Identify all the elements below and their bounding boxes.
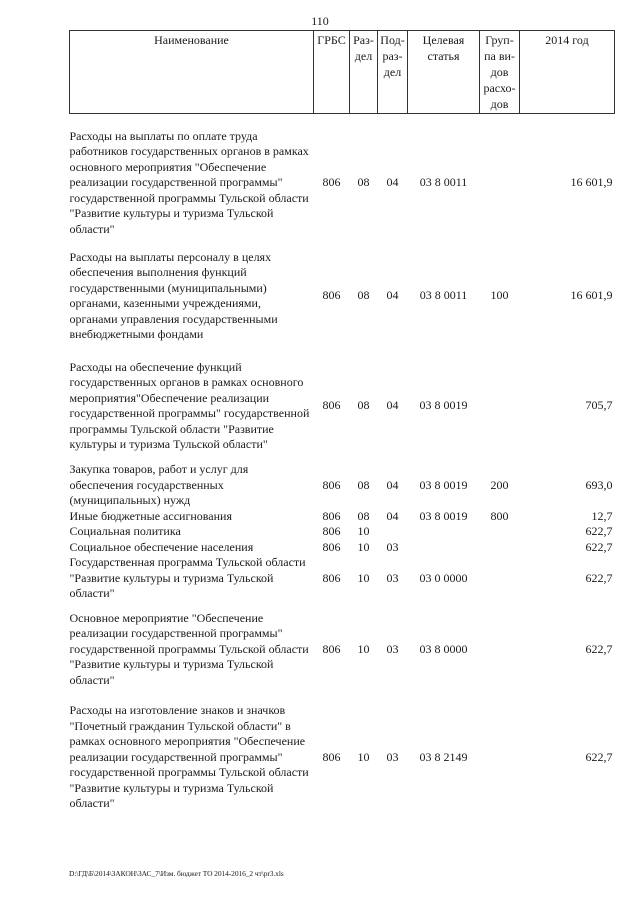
row-razdel: 08 [357, 508, 370, 523]
row-podrazdel: 04 [386, 477, 399, 492]
row-amount: 705,7 [585, 398, 613, 413]
row-razdel: 10 [357, 749, 370, 764]
row-grbs: 806 [322, 398, 341, 413]
row-amount: 16 601,9 [570, 288, 613, 303]
row-grbs: 806 [322, 524, 341, 538]
row-group: 800 [490, 508, 509, 523]
row-amount: 622,7 [585, 539, 613, 554]
row-razdel: 08 [357, 398, 370, 413]
header-podrazdel: Под- раз- дел [378, 31, 408, 114]
row-razdel: 10 [357, 570, 370, 585]
row-group [480, 555, 520, 602]
row-target: 03 0 0000 [419, 570, 468, 585]
row-target [408, 524, 480, 540]
header-group: Груп- па ви- дов расхо- дов [480, 31, 520, 114]
header-year: 2014 год [520, 31, 615, 114]
header-razdel: Раз- дел [350, 31, 378, 114]
row-group [480, 124, 520, 242]
row-podrazdel [378, 524, 408, 540]
row-grbs: 806 [322, 477, 341, 492]
row-razdel: 10 [357, 524, 370, 538]
row-target: 03 8 0011 [419, 288, 468, 303]
row-razdel: 08 [357, 477, 370, 492]
row-group [480, 698, 520, 818]
table-row [70, 462, 615, 509]
row-podrazdel: 04 [386, 175, 399, 190]
row-amount: 12,7 [591, 508, 613, 523]
row-group: 100 [490, 288, 509, 303]
row-name: Социальное обеспечение населения [69, 539, 254, 554]
page-number: 110 [311, 14, 329, 28]
table-row [70, 124, 615, 242]
row-amount: 622,7 [585, 641, 613, 656]
row-name: Государственная программа Тульской области "Развитие культуры и туризма Тульской области" [69, 555, 306, 600]
row-group [480, 350, 520, 462]
row-amount: 16 601,9 [570, 175, 613, 190]
row-amount: 622,7 [585, 570, 613, 585]
row-grbs: 806 [322, 641, 341, 656]
row-razdel: 10 [357, 539, 370, 554]
row-grbs: 806 [322, 570, 341, 585]
row-target: 03 8 0019 [419, 398, 468, 413]
header-name: Наименование [70, 31, 314, 114]
table-row [70, 602, 615, 698]
row-name: Расходы на выплаты по оплате труда работников государственных органов в рамках основного мероприятия "Обеспечение реализации государственной программы" государственной программы Тульской области "Развитие культуры и туризма Тульской области" [69, 128, 309, 236]
budget-table [69, 30, 615, 818]
table-row [70, 698, 615, 818]
table-row [70, 555, 615, 602]
row-grbs: 806 [322, 175, 341, 190]
row-name: Расходы на обеспечение функций государственных органов в рамках основного мероприятия"Обеспечение реализации государственной программы" государственной программы Тульской области "Развитие культуры и туризма Тульской области" [69, 359, 310, 451]
table-row [70, 350, 615, 462]
table-row [70, 540, 615, 556]
row-name: Расходы на изготовление знаков и значков "Почетный гражданин Тульской области" в рамках основного мероприятия "Обеспечение реализации государственной программы" государственной программы Тульской области "Развитие культуры и туризма Тульской области" [69, 703, 309, 811]
row-name: Социальная политика [69, 524, 181, 538]
row-amount: 622,7 [585, 749, 613, 764]
row-group [480, 540, 520, 556]
row-target: 03 8 0019 [419, 508, 468, 523]
header-target: Целевая статья [408, 31, 480, 114]
row-grbs: 806 [322, 749, 341, 764]
row-razdel: 08 [357, 288, 370, 303]
table-row [70, 242, 615, 350]
row-amount: 622,7 [585, 524, 613, 538]
row-grbs: 806 [322, 539, 341, 554]
row-name: Закупка товаров, работ и услуг для обеспечения государственных (муниципальных) нужд [69, 462, 249, 507]
row-podrazdel: 04 [386, 398, 399, 413]
row-target: 03 8 2149 [419, 749, 468, 764]
row-podrazdel: 03 [386, 539, 399, 554]
row-grbs: 806 [322, 288, 341, 303]
row-group [480, 524, 520, 540]
row-target: 03 8 0019 [419, 477, 468, 492]
row-target: 03 8 0000 [419, 641, 468, 656]
row-podrazdel: 04 [386, 508, 399, 523]
row-amount: 693,0 [585, 477, 613, 492]
row-name: Расходы на выплаты персоналу в целях обеспечения выполнения функций государственными (муниципальными) органами, казенными учреждениями, органами управления государственными внебюджетными фондами [69, 249, 278, 341]
row-grbs: 806 [322, 508, 341, 523]
row-razdel: 08 [357, 175, 370, 190]
row-podrazdel: 04 [386, 288, 399, 303]
footer-file-path: D:\ГД\Б\2014\ЗАКОН\ЗАС_7\Изм. бюджет ТО 2014-2016_2 чт\pr3.xls [69, 869, 284, 878]
row-group [480, 602, 520, 698]
row-podrazdel: 03 [386, 749, 399, 764]
header-grbs: ГРБС [314, 31, 350, 114]
row-name: Основное мероприятие "Обеспечение реализации государственной программы" государственной программы Тульской области "Развитие культуры и туризма Тульской области" [69, 610, 309, 687]
row-podrazdel: 03 [386, 570, 399, 585]
table-header-row [70, 31, 615, 114]
row-group: 200 [490, 477, 509, 492]
row-target: 03 8 0011 [419, 175, 468, 190]
row-name: Иные бюджетные ассигнования [69, 508, 232, 523]
table-row [70, 509, 615, 525]
row-target [408, 540, 480, 556]
row-razdel: 10 [357, 641, 370, 656]
row-podrazdel: 03 [386, 641, 399, 656]
table-row [70, 524, 615, 540]
